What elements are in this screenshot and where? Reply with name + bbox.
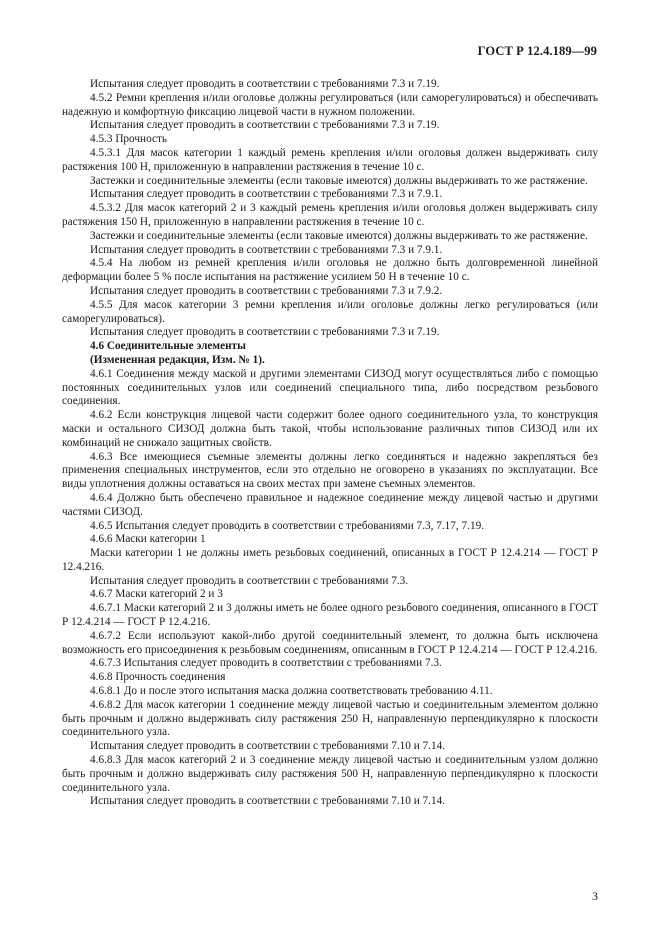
paragraph: 4.5.2 Ремни крепления и/или оголовье должны регулироваться (или саморегулироваться) и обеспечивать надежную и комфортную фиксацию лицевой части в нужном положении. [62,91,598,118]
paragraph: 4.5.3.2 Для масок категорий 2 и 3 каждый ремень крепления и/или оголовья должен выдерживать силу растяжения 150 Н, приложенную в направлении растяжения в течение 10 с. [62,202,598,228]
paragraph: Испытания следует проводить в соответствии с требованиями 7.3 и 7.19. [90,78,440,90]
paragraph: 4.6.5 Испытания следует проводить в соответствии с требованиями 7.3, 7.17, 7.19. [90,519,485,532]
paragraph: Испытания следует проводить в соответствии с требованиями 7.10 и 7.14. [90,740,446,753]
section-heading: (Измененная редакция, Изм. № 1). [90,353,265,366]
paragraph: 4.6.8.1 До и после этого испытания маска должна соответствовать требованию 4.11. [90,685,493,698]
paragraph: 4.6.6 Маски категории 1 [90,533,206,546]
paragraph: 4.6.8 Прочность соединения [90,671,226,684]
paragraph: 4.6.8.3 Для масок категорий 2 и 3 соединение между лицевой частью и соединительным узлом должно быть прочным и должно выдерживать силу растяжения 500 Н, направленную перпендикулярно к плоскости соединительного узла. [62,754,598,794]
paragraph: Испытания следует проводить в соответствии с требованиями 7.3 и 7.19. [90,326,440,339]
document-header: ГОСТ Р 12.4.189—99 [477,44,597,58]
paragraph: Застежки и соединительные элементы (если таковые имеются) должны выдерживать то же растяжение. [90,229,588,242]
paragraph: Испытания следует проводить в соответствии с требованиями 7.3 и 7.19. [90,119,440,132]
paragraph: 4.5.5 Для масок категории 3 ремни крепления и/или оголовье должны легко регулироваться (или саморегулироваться). [62,298,598,325]
paragraph: 4.6.2 Если конструкция лицевой части содержит более одного соединительного узла, то конструкция маски и остального СИЗОД должна быть такой, чтобы использование различных типов СИЗОД или их комбинаций не снижало защитных свойств. [62,409,598,449]
document-body [62,78,598,809]
paragraph: 4.6.3 Все имеющиеся съемные элементы должны легко соединяться и надежно закрепляться без применения специальных инструментов, если это отдельно не оговорено в указаниях по эксплуатации. Все виды уплотнения должны оставаться на своих местах при замене съемных элементов. [62,450,598,491]
paragraph: Испытания следует проводить в соответствии с требованиями 7.3 и 7.9.1. [90,188,443,201]
paragraph: Испытания следует проводить в соответствии с требованиями 7.3. [90,574,409,587]
paragraph: 4.6.1 Соединения между маской и другими элементами СИЗОД могут осуществляться либо с помощью постоянных соединительных узлов или соединений специального типа, либо посредством резьбового соединения. [62,367,598,408]
paragraph: 4.6.4 Должно быть обеспечено правильное и надежное соединение между лицевой частью и другими частями СИЗОД. [62,491,598,518]
paragraph: 4.6.8.2 Для масок категории 1 соединение между лицевой частью и соединительным элементом должно быть прочным и должно выдерживать силу растяжения 250 Н, направленную перпендикулярно к плоскости соединительного узла. [62,698,598,739]
paragraph: 4.5.3.1 Для масок категории 1 каждый ремень крепления и/или оголовья должен выдерживать силу растяжения 100 Н, приложенную в направлении растяжения в течение 10 с. [62,146,598,173]
paragraph: Маски категории 1 не должны иметь резьбовых соединений, описанных в ГОСТ Р 12.4.214 — ГОСТ Р 12.4.216. [62,547,598,573]
paragraph: 4.5.3 Прочность [90,133,168,146]
paragraph: Испытания следует проводить в соответствии с требованиями 7.3 и 7.9.1. [90,243,443,256]
paragraph: 4.5.4 На любом из ремней крепления и/или оголовья не должно быть долговременной линейной деформации более 5 % после испытания на растяжение усилием 50 Н в течение 10 с. [62,257,598,284]
page-number: 3 [592,889,598,903]
paragraph: Испытания следует проводить в соответствии с требованиями 7.3 и 7.9.2. [90,284,443,297]
paragraph: Испытания следует проводить в соответствии с требованиями 7.10 и 7.14. [90,795,446,808]
paragraph: Застежки и соединительные элементы (если таковые имеются) должны выдерживать то же растяжение. [90,174,588,187]
section-heading: 4.6 Соединительные элементы [90,340,246,353]
paragraph: 4.6.7.2 Если используют какой-либо другой соединительный элемент, то должна быть исключена возможность его присоединения к резьбовым соединениям, описанным в ГОСТ Р 12.4.214 — ГОСТ Р 12.4.216. [62,629,598,656]
paragraph: 4.6.7.3 Испытания следует проводить в соответствии с требованиями 7.3. [90,657,442,670]
paragraph: 4.6.7 Маски категорий 2 и 3 [90,588,223,601]
paragraph: 4.6.7.1 Маски категорий 2 и 3 должны иметь не более одного резьбового соединения, описанного в ГОСТ Р 12.4.214 — ГОСТ Р 12.4.216. [62,602,598,629]
